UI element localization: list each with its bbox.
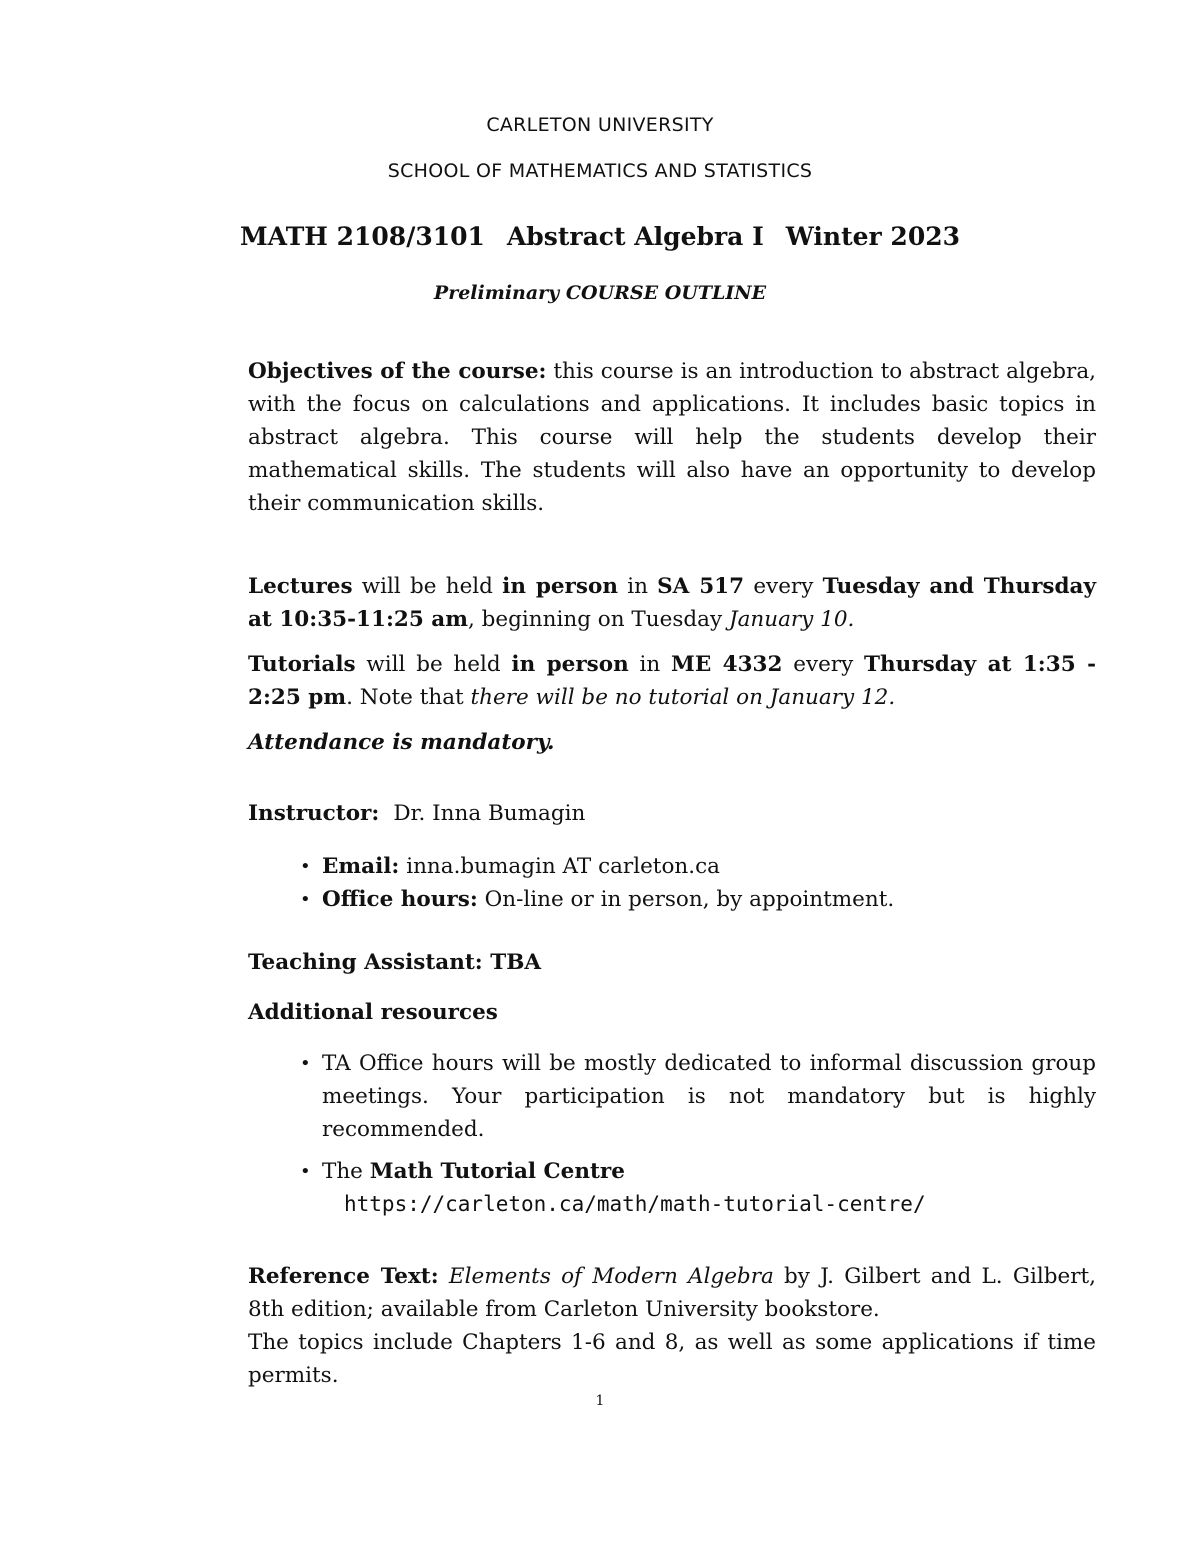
tutorials-text: in xyxy=(639,652,661,677)
outline-prefix: Preliminary xyxy=(433,282,560,304)
lectures-schedule: Tuesday and Thursday at 10:35-11:25 am xyxy=(248,574,1096,632)
instructor-line xyxy=(248,797,1096,830)
lectures-text: every xyxy=(753,574,814,599)
list-item xyxy=(296,850,1096,883)
tutorials-text: . Note that xyxy=(346,685,464,710)
list-item xyxy=(296,883,1096,916)
office-hours-label: Office hours: xyxy=(322,887,478,912)
reference-book: Elements of Modern Algebra xyxy=(448,1264,774,1289)
tutorials-mode: in person xyxy=(511,652,629,677)
bullet-icon: • xyxy=(300,1161,311,1182)
lectures-text: , beginning on Tuesday xyxy=(468,607,723,632)
school-name: SCHOOL OF MATHEMATICS AND STATISTICS xyxy=(387,160,813,182)
resource-ta-hours: TA Office hours will be mostly dedicated to informal discussion group meetings. Your participation is not mandatory but is highly recommended. xyxy=(322,1051,1096,1142)
lectures-paragraph xyxy=(248,570,1096,636)
instructor-label: Instructor: xyxy=(248,801,380,826)
objectives-label: Objectives of the course: xyxy=(248,359,547,384)
lectures-mode: in person xyxy=(502,574,618,599)
lectures-label: Lectures xyxy=(248,574,353,599)
lectures-text: in xyxy=(627,574,648,599)
teaching-assistant: Teaching Assistant: TBA xyxy=(248,950,542,975)
list-item xyxy=(296,1047,1096,1146)
resources-heading: Additional resources xyxy=(248,1000,498,1025)
email-label: Email: xyxy=(322,854,400,879)
outline-subtitle xyxy=(0,282,1200,304)
tutorials-text: will be held xyxy=(366,652,501,677)
course-code: MATH 2108/3101 xyxy=(239,222,485,251)
course-term: Winter 2023 xyxy=(785,222,960,251)
office-hours-value: On-line or in person, by appointment. xyxy=(484,887,895,912)
lectures-room: SA 517 xyxy=(657,574,745,599)
outline-label: COURSE OUTLINE xyxy=(565,282,767,304)
tutorials-label: Tutorials xyxy=(248,652,356,677)
reference-details: by J. Gilbert and L. Gilbert, 8th edition; available from Carleton University bookstore. xyxy=(248,1264,1096,1322)
course-title xyxy=(0,222,1200,251)
tutorials-schedule: Thursday at 1:35 - 2:25 pm xyxy=(248,652,1096,710)
university-name: CARLETON UNIVERSITY xyxy=(486,114,714,136)
tutorials-text: every xyxy=(793,652,854,677)
instructor-name: Dr. Inna Bumagin xyxy=(393,801,586,826)
resource-prefix: The xyxy=(322,1159,363,1184)
reference-label: Reference Text: xyxy=(248,1264,439,1289)
objectives-paragraph xyxy=(248,355,1096,520)
bullet-icon: • xyxy=(300,856,311,877)
email-value: inna.bumagin AT carleton.ca xyxy=(406,854,720,879)
tutorials-paragraph xyxy=(248,648,1096,714)
resources-list xyxy=(296,1047,1096,1230)
reference-text xyxy=(248,1260,1096,1326)
list-item xyxy=(296,1155,1096,1221)
topics-text: The topics include Chapters 1-6 and 8, as well as some applications if time permits. xyxy=(248,1330,1096,1388)
tutorials-note: there will be no tutorial on January 12. xyxy=(470,685,896,710)
instructor-details xyxy=(296,850,1096,916)
bullet-icon: • xyxy=(300,1053,311,1074)
bullet-icon: • xyxy=(300,889,311,910)
objectives-text: this course is an introduction to abstract algebra, with the focus on calculations and applications. It includes basic topics in abstract algebra. This course will help the students develop their mathematical skills. The students will also have an opportunity to develop their communication skills. xyxy=(248,359,1096,516)
math-tutorial-centre-link[interactable]: https://carleton.ca/math/math-tutorial-centre/ xyxy=(344,1192,926,1216)
lectures-text: will be held xyxy=(361,574,493,599)
attendance-note: Attendance is mandatory. xyxy=(248,730,555,755)
page-number: 1 xyxy=(595,1393,605,1409)
reference-paragraph xyxy=(248,1260,1096,1392)
lectures-start-date: January 10. xyxy=(728,607,855,632)
tutorials-room: ME 4332 xyxy=(671,652,783,677)
course-name: Abstract Algebra I xyxy=(506,222,764,251)
math-tutorial-centre: Math Tutorial Centre xyxy=(369,1159,625,1184)
